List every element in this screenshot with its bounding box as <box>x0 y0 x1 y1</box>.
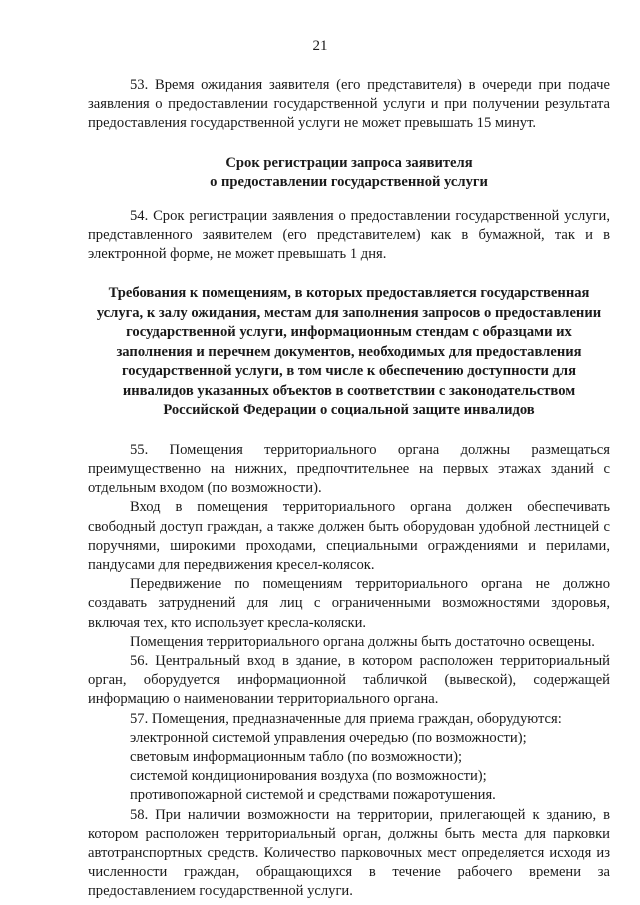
paragraph-56: 56. Центральный вход в здание, в котором расположен территориальный орган, оборудуется информационной табличкой (вывеской), содержащей информацию о наименовании территориального органа. <box>88 652 610 708</box>
list-item-57-4: противопожарной системой и средствами пожаротушения. <box>130 787 496 804</box>
list-item-57-1: электронной системой управления очередью (по возможности); <box>130 729 527 746</box>
heading-registration-line-1: Срок регистрации запроса заявителя <box>225 154 473 171</box>
page-content <box>88 76 610 902</box>
heading-premises-requirements: Требования к помещениям, в которых предоставляется государственная услуга, к залу ожидания, местам для заполнения запросов о предоставлении государственной услуги, информационным стендам с образцами их заполнения и перечнем документов, необходимых для предоставления государственной услуги, в том числе к обеспечению доступности для инвалидов указанных объектов в соответствии с законодательством Российской Федерации о социальной защите инвалидов <box>96 285 602 419</box>
page-number: 21 <box>312 38 328 54</box>
paragraph-54: 54. Срок регистрации заявления о предоставлении государственной услуги, представленного заявителем (его представителем) как в бумажной, так и в электронной форме, не может превышать 1 дня. <box>88 207 610 263</box>
heading-registration-line-2: о предоставлении государственной услуги <box>210 174 488 191</box>
paragraph-57-intro: 57. Помещения, предназначенные для приема граждан, оборудуются: <box>130 710 562 727</box>
heading-registration-term <box>88 154 610 193</box>
paragraph-55-entrance: Вход в помещения территориального органа должен обеспечивать свободный доступ граждан, а также должен быть оборудован удобной лестницей с поручнями, широкими проходами, специальными ограждениями и перилами, пандусами для передвижения кресел-колясок. <box>88 499 610 573</box>
paragraph-58: 58. При наличии возможности на территории, прилегающей к зданию, в котором расположен территориальный орган, должны быть места для парковки автотранспортных средств. Количество парковочных мест определяется исходя из численности граждан, обращающихся в течение рабочего времени за предоставлением государственной услуги. <box>88 806 610 900</box>
list-item-57-2: световым информационным табло (по возможности); <box>130 748 462 765</box>
paragraph-55-placement: 55. Помещения территориального органа должны размещаться преимущественно на нижних, предпочтительнее на первых этажах зданий с отдельным входом (по возможности). <box>88 441 610 497</box>
paragraph-53: 53. Время ожидания заявителя (его представителя) в очереди при подаче заявления о предоставлении государственной услуги и при получении результата предоставления государственной услуги не может превышать 15 минут. <box>88 77 610 132</box>
paragraph-55-lighting: Помещения территориального органа должны быть достаточно освещены. <box>130 633 595 650</box>
paragraph-55-movement: Передвижение по помещениям территориального органа не должно создавать затруднений для лиц с ограниченными возможностями здоровья, включая тех, кто использует кресла-коляски. <box>88 576 610 631</box>
list-item-57-3: системой кондиционирования воздуха (по возможности); <box>130 768 487 785</box>
